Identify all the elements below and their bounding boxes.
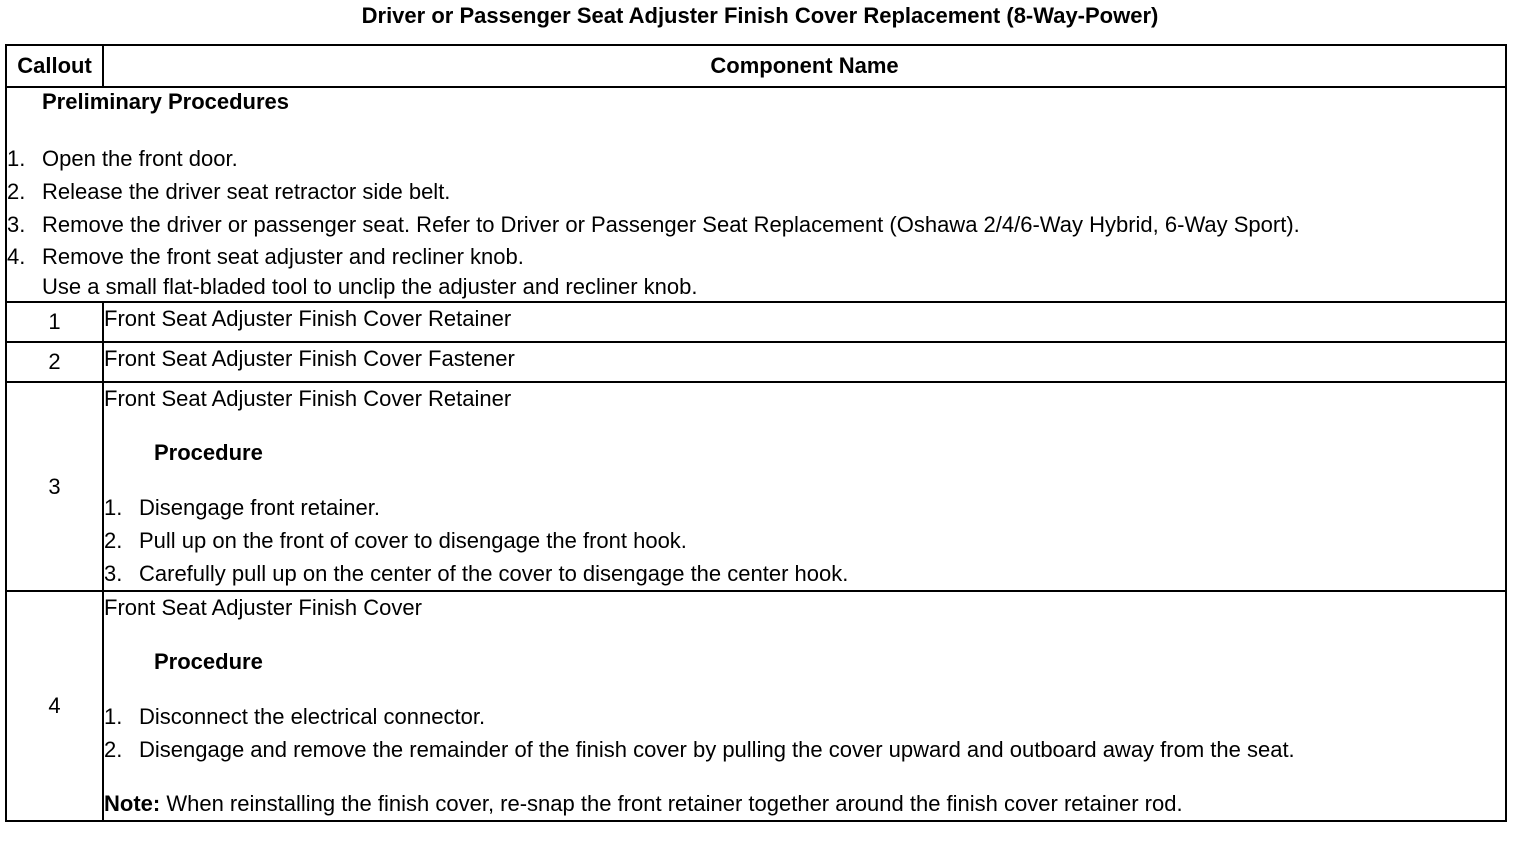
step-4-note: Use a small flat-bladed tool to unclip the adjuster and recliner knob. — [42, 274, 698, 299]
procedure-steps-list — [104, 491, 1505, 590]
step-number: 1. — [104, 704, 123, 729]
step-text: Disengage front retainer. — [139, 495, 380, 520]
callout-cell: 2 — [6, 342, 103, 382]
callout-cell: 4 — [6, 591, 103, 821]
procedure-step — [104, 524, 1505, 557]
step-text: Carefully pull up on the center of the cover to disengage the center hook. — [139, 561, 849, 586]
procedure-step — [104, 557, 1505, 590]
table-header-row — [6, 45, 1506, 87]
procedure-step — [104, 491, 1505, 524]
preliminary-steps-list — [7, 142, 1505, 273]
step-number: 1. — [7, 146, 26, 171]
preliminary-step — [7, 142, 1505, 175]
procedure-step — [104, 733, 1505, 766]
preliminary-step — [7, 175, 1505, 208]
document-title: Driver or Passenger Seat Adjuster Finish Cover Replacement (8-Way-Power) — [361, 3, 1159, 28]
note-text: When reinstalling the finish cover, re-snap the front retainer together around the finish cover retainer rod. — [160, 791, 1183, 816]
procedure-heading: Procedure — [154, 649, 263, 674]
callout-cell: 1 — [6, 302, 103, 342]
step-number: 1. — [104, 495, 123, 520]
step-text: Pull up on the front of cover to disengage the front hook. — [139, 528, 687, 553]
step-text: Remove the driver or passenger seat. Refer to Driver or Passenger Seat Replacement (Oshawa 2/4/6-Way Hybrid, 6-Way Sport). — [42, 212, 1300, 237]
component-name-cell: Front Seat Adjuster Finish Cover Fastener — [103, 342, 1506, 382]
preliminary-step — [7, 208, 1505, 241]
procedure-steps-list — [104, 700, 1505, 766]
procedure-step — [104, 700, 1505, 733]
component-name-cell — [103, 382, 1506, 591]
note-label: Note: — [104, 791, 161, 816]
step-text: Open the front door. — [42, 146, 238, 171]
component-name-column-header: Component Name — [103, 45, 1506, 87]
component-name-cell — [103, 591, 1506, 821]
preliminary-procedures-row — [6, 87, 1506, 302]
table-row — [6, 302, 1506, 342]
step-text: Disconnect the electrical connector. — [139, 704, 486, 729]
step-number: 2. — [104, 737, 123, 762]
note-line — [104, 788, 1505, 820]
table-row — [6, 382, 1506, 591]
component-name: Front Seat Adjuster Finish Cover Retainer — [104, 386, 512, 411]
step-text: Remove the front seat adjuster and recliner knob. — [42, 244, 524, 269]
step-number: 4. — [7, 244, 26, 269]
step-text: Disengage and remove the remainder of the finish cover by pulling the cover upward and outboard away from the seat. — [139, 737, 1295, 762]
preliminary-step — [7, 241, 1505, 273]
table-row — [6, 342, 1506, 382]
preliminary-procedures-heading: Preliminary Procedures — [42, 89, 290, 114]
callout-cell: 3 — [6, 382, 103, 591]
component-name: Front Seat Adjuster Finish Cover — [104, 595, 422, 620]
component-name-cell: Front Seat Adjuster Finish Cover Retainer — [103, 302, 1506, 342]
step-number: 3. — [104, 561, 123, 586]
step-number: 2. — [7, 179, 26, 204]
procedure-heading: Procedure — [154, 440, 263, 465]
procedure-table — [5, 44, 1507, 822]
preliminary-procedures-cell — [6, 87, 1506, 302]
table-row — [6, 591, 1506, 821]
callout-column-header: Callout — [6, 45, 103, 87]
step-number: 3. — [7, 212, 26, 237]
step-text: Release the driver seat retractor side belt. — [42, 179, 451, 204]
step-number: 2. — [104, 528, 123, 553]
